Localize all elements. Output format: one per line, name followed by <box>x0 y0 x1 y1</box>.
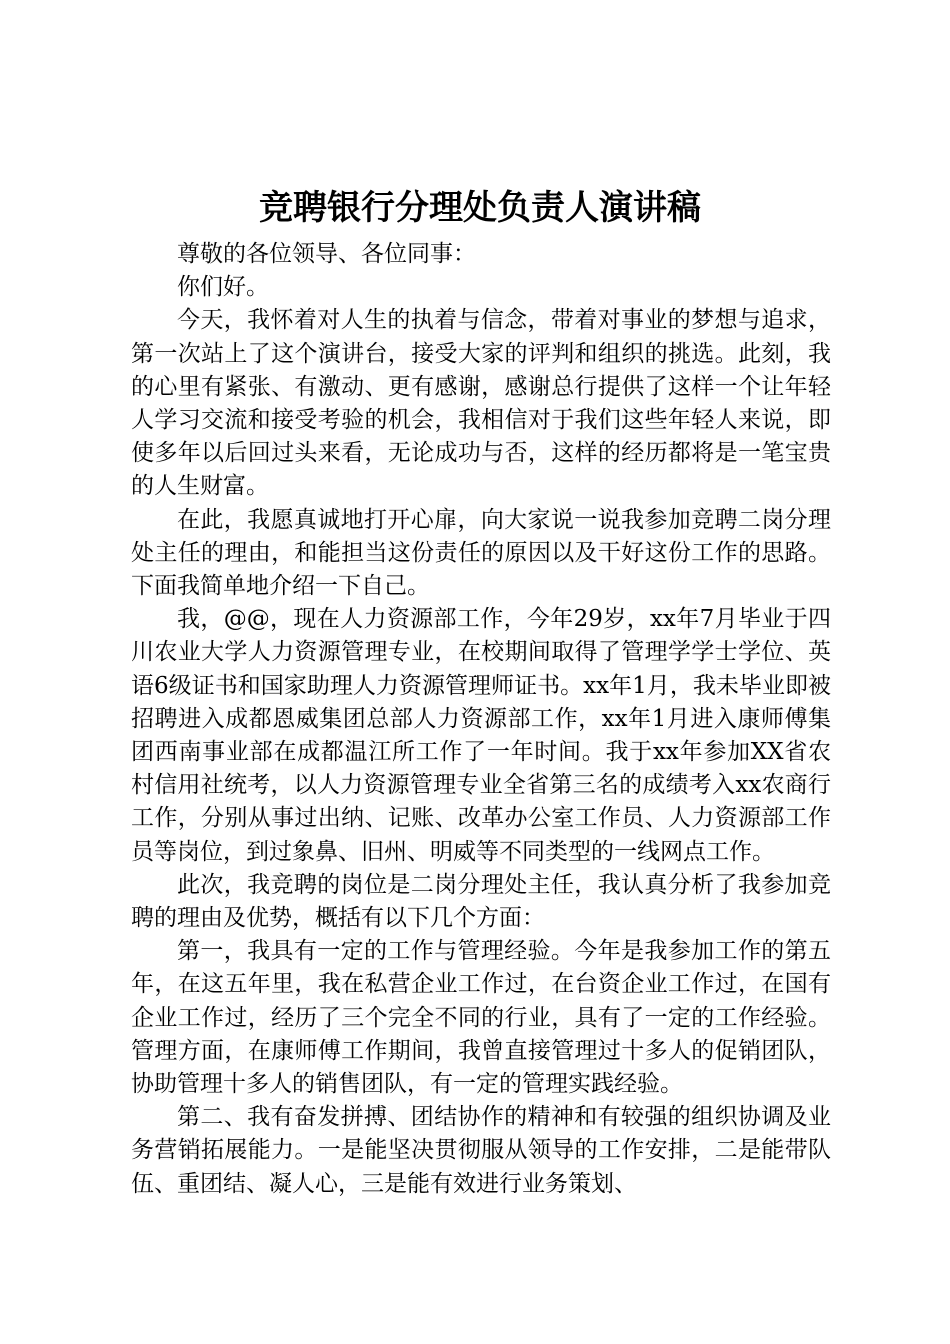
paragraph-intent: 在此，我愿真诚地打开心扉，向大家说一说我参加竞聘二岗分理处主任的理由，和能担当这份责任的原因以及干好这份工作的思路。下面我简单地介绍一下自己。 <box>131 506 831 600</box>
paragraph-self-introduction: 我，@@，现在人力资源部工作，今年29岁，xx年7月毕业于四川农业大学人力资源管理专业，在校期间取得了管理学学士学位、英语6级证书和国家助理人力资源管理师证书。xx年1月，我未毕业即被招聘进入成都恩威集团总部人力资源部工作，xx年1月进入康师傅集团西南事业部在成都温江所工作了一年时间。我于xx年参加XX省农村信用社统考，以人力资源管理专业全省第三名的成绩考入xx农商行工作，分别从事过出纳、记账、改革办公室工作员、人力资源部工作员等岗位，到过象鼻、旧州、明威等不同类型的一线网点工作。 <box>131 606 831 865</box>
greeting: 你们好。 <box>177 274 269 301</box>
document-title: 竞聘银行分理处负责人演讲稿 <box>259 188 701 228</box>
paragraph-opening: 今天，我怀着对人生的执着与信念，带着对事业的梦想与追求，第一次站上了这个演讲台，接受大家的评判和组织的挑选。此刻，我的心里有紧张、有激动、更有感谢，感谢总行提供了这样一个让年轻人学习交流和接受考验的机会，我相信对于我们这些年轻人来说，即使多年以后回过头来看，无论成功与否，这样的经历都将是一笔宝贵的人生财富。 <box>131 307 831 500</box>
salutation: 尊敬的各位领导、各位同事： <box>177 241 476 267</box>
paragraph-point-one: 第一，我具有一定的工作与管理经验。今年是我参加工作的第五年，在这五年里，我在私营企业工作过，在台资企业工作过，在国有企业工作过，经历了三个完全不同的行业，具有了一定的工作经验。管理方面，在康师傅工作期间，我曾直接管理过十多人的促销团队，协助管理十多人的销售团队，有一定的管理实践经验。 <box>131 938 831 1098</box>
paragraph-position: 此次，我竞聘的岗位是二岗分理处主任，我认真分析了我参加竞聘的理由及优势，概括有以下几个方面： <box>131 871 831 932</box>
document-body <box>131 238 831 1201</box>
paragraph-point-two: 第二、我有奋发拼搏、团结协作的精神和有较强的组织协调及业务营销拓展能力。一是能坚决贯彻服从领导的工作安排，二是能带队伍、重团结、凝人心，三是能有效进行业务策划、 <box>131 1104 831 1197</box>
